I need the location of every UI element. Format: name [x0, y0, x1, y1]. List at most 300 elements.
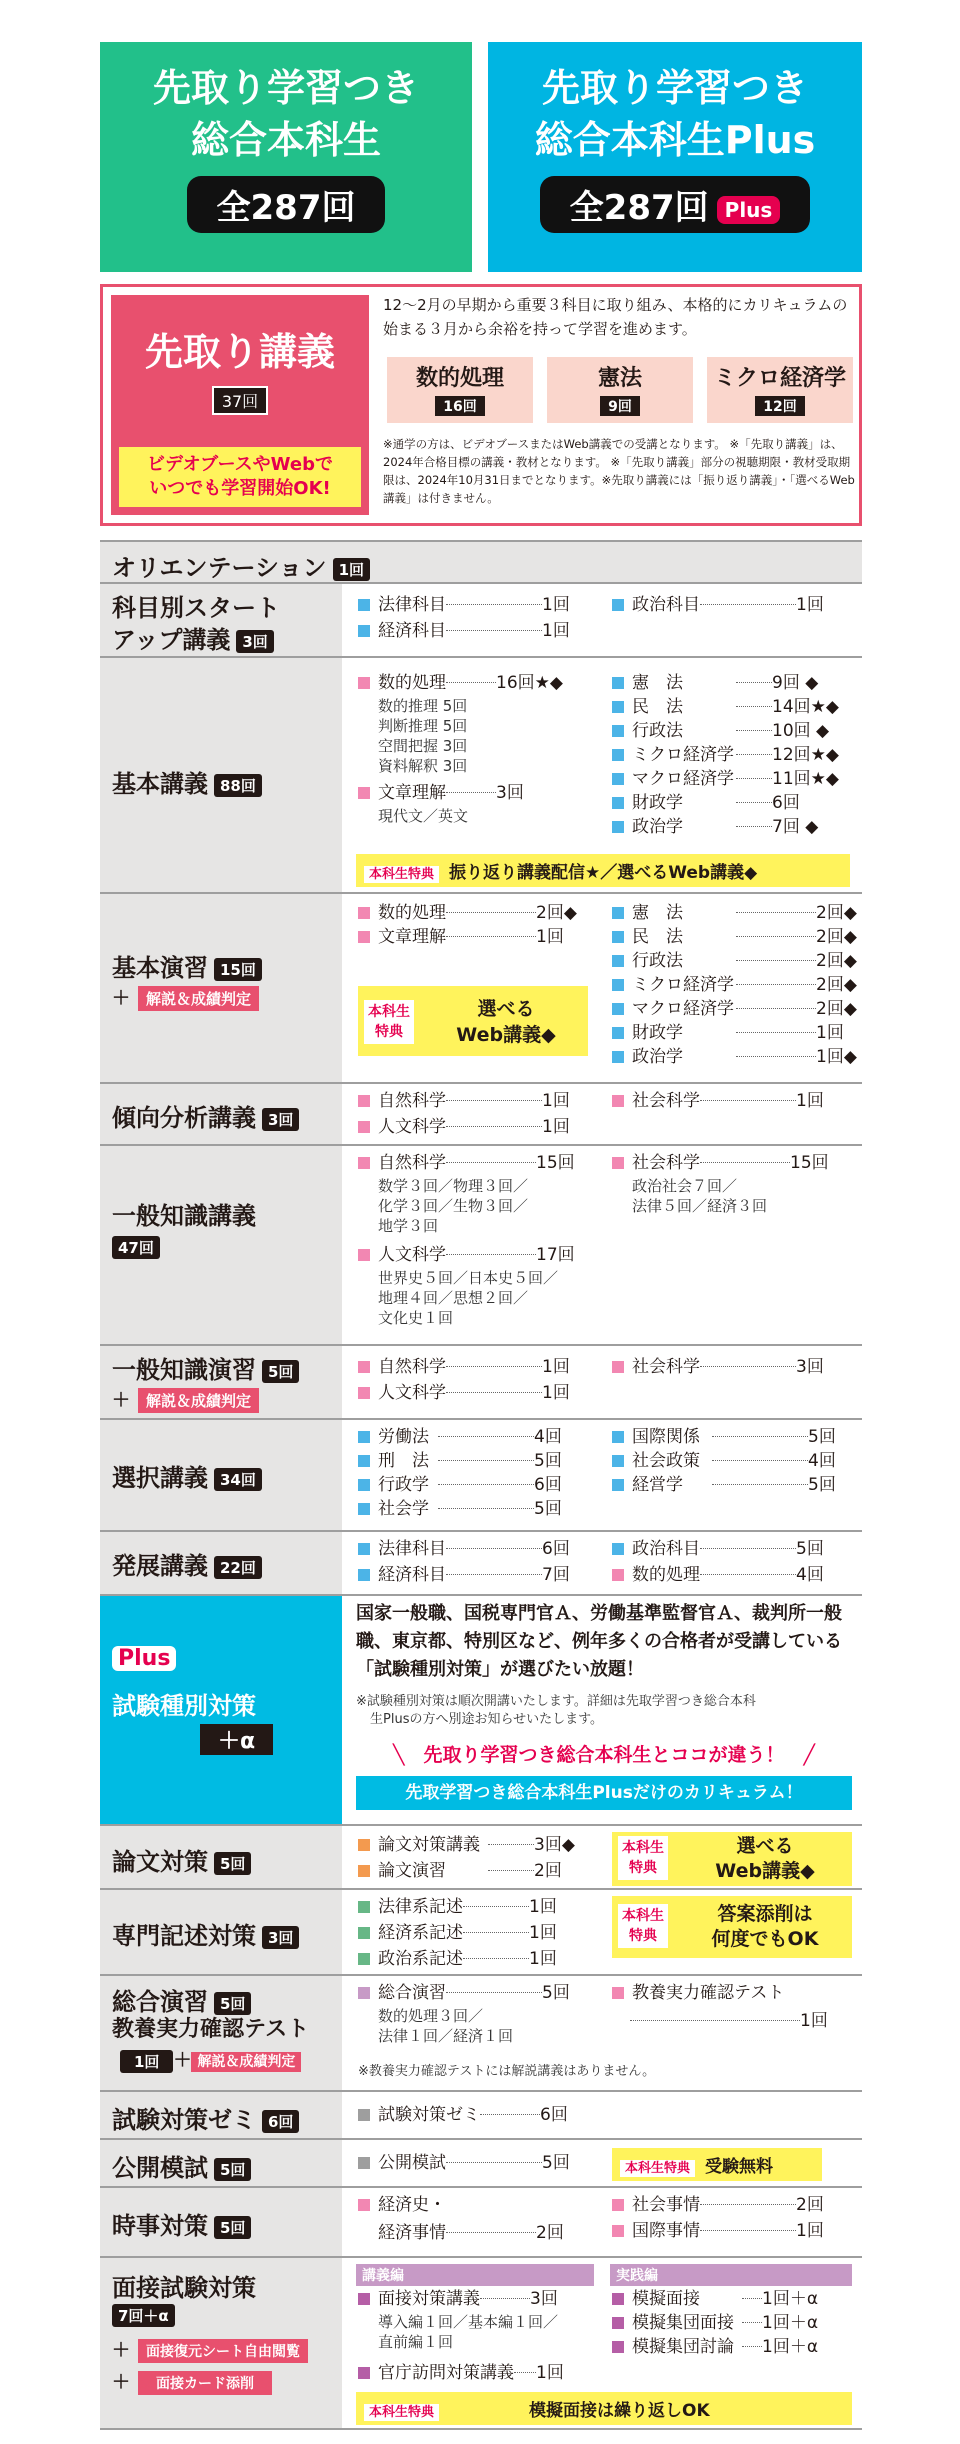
list-item: [358, 2104, 568, 2126]
leader-dots: [446, 1126, 542, 1127]
list-item: [612, 998, 857, 1020]
list-item: [612, 2312, 818, 2334]
square-icon: [612, 2225, 624, 2237]
list-item: [612, 594, 824, 616]
subject-count: 16回: [435, 396, 484, 416]
leader-dots: [446, 1366, 542, 1367]
list-item: [612, 792, 800, 814]
row-label-cell: [100, 1532, 342, 1594]
row-label-cell: [100, 1826, 342, 1888]
square-icon: [358, 1569, 370, 1581]
label-text: 公開模試: [112, 2154, 208, 2182]
item-name: 数的処理: [378, 903, 446, 923]
sub-text: 現代文／英文: [378, 807, 469, 825]
leader-dots: [488, 1844, 534, 1845]
tag-line: 特典: [629, 1928, 657, 1944]
label-text: 一般知識講義: [112, 1202, 256, 1230]
square-icon: [612, 1361, 624, 1373]
label-text: 面接試験対策: [112, 2274, 256, 2302]
leader-dots: [736, 1008, 816, 1009]
item-name: 社会事情: [632, 2195, 700, 2215]
item-count: 5回: [542, 2153, 570, 2173]
item-name: 法律科目: [378, 1539, 446, 1559]
leader-dots: [480, 2114, 540, 2115]
item-count: 1回: [536, 927, 564, 947]
row-label-cell: [100, 2140, 342, 2186]
label-text: 試験対策ゼミ: [112, 2106, 256, 2134]
count-badge: 5回: [214, 2216, 251, 2239]
tag-line: 本科生: [368, 1004, 410, 1020]
item-count: 12回★◆: [772, 745, 839, 765]
square-icon: [358, 1543, 370, 1555]
special-benefit-bar: [356, 854, 850, 887]
count-badge: ＋α: [200, 1724, 273, 1755]
list-item: [612, 1426, 836, 1448]
item-name: マクロ経済学: [632, 769, 734, 789]
benefit-text: [682, 1902, 848, 1952]
item-count: 2回◆: [816, 999, 857, 1019]
sougou-note: ※教養実力確認テストには解説講義はありません。: [358, 2064, 656, 2079]
item-name: 経営学: [632, 1475, 683, 1495]
difference-heading: ╲ 先取り学習つき総合本科生とココが違う！ ╱: [393, 1744, 815, 1766]
list-item: [612, 2194, 824, 2216]
square-icon: [358, 1901, 370, 1913]
item-count: 1回: [529, 1923, 557, 1943]
subject-suteki: [387, 357, 533, 423]
list-item: [612, 1474, 836, 1496]
leader-dots: [736, 682, 772, 683]
item-name: マクロ経済学: [632, 999, 734, 1019]
leader-dots: [446, 1548, 542, 1549]
label-text: 時事対策: [112, 2212, 208, 2240]
row-hatten: [100, 1530, 862, 1594]
list-item: [612, 720, 829, 742]
label-text: 専門記述対策: [112, 1922, 256, 1950]
benefit-text: 振り返り講義配信★／選べるWeb講義◆: [449, 863, 758, 883]
row-mensetsu: [100, 2256, 862, 2430]
item-count: 1回＋α: [762, 2289, 819, 2309]
benefit-tag: [618, 1836, 668, 1880]
label-text: 試験種別対策: [112, 1692, 256, 1720]
sub-text: 数的推理 5回: [378, 697, 468, 715]
tag-line: 特典: [629, 1860, 657, 1876]
list-item: [612, 1564, 824, 1586]
square-icon: [358, 1095, 370, 1107]
list-item: [612, 1450, 836, 1472]
leader-dots: [712, 1484, 808, 1485]
header-line2: 総合本科生: [190, 118, 381, 162]
row-label-cell: [100, 1420, 342, 1530]
square-icon: [612, 797, 624, 809]
leader-dots: [736, 1032, 816, 1033]
shiken-note2: 生Plusの方へ別途お知らせいたします。: [370, 1712, 604, 1727]
list-item: [612, 1152, 829, 1174]
square-icon: [358, 931, 370, 943]
subject-name: ミクロ経済学: [713, 366, 846, 391]
item-name: 教養実力確認テスト: [632, 1983, 785, 2003]
item-count: 1回＋α: [762, 2337, 819, 2357]
list-item: [612, 1538, 824, 1560]
leader-dots: [446, 792, 496, 793]
item-count: 3回◆: [534, 1835, 575, 1855]
leader-dots: [700, 1366, 796, 1367]
item-name: 憲 法: [632, 673, 683, 693]
leader-dots: [446, 630, 542, 631]
list-item: [358, 1450, 562, 1472]
count-badge: 47回: [112, 1236, 160, 1259]
item-name: 行政法: [632, 721, 683, 741]
square-icon: [358, 2157, 370, 2169]
label-text: オリエンテーション: [112, 554, 327, 582]
square-icon: [358, 2367, 370, 2379]
leader-dots: [736, 754, 772, 755]
benefit-box: [358, 986, 588, 1056]
square-icon: [358, 1157, 370, 1169]
row-label-cell: [100, 1084, 342, 1144]
item-name: 総合演習: [378, 1983, 446, 2003]
item-count: 1回: [800, 2011, 828, 2031]
subject-name: 数的処理: [415, 366, 504, 391]
senkori-yellow-note: [119, 447, 361, 507]
senkori-title: 先取り講義: [144, 330, 335, 374]
square-icon: [358, 1479, 370, 1491]
benefit-box: [612, 1832, 852, 1886]
plan-header-plus: [488, 42, 862, 272]
row-keikou: [100, 1082, 862, 1144]
square-icon: [612, 677, 624, 689]
item-name: 模擬面接: [632, 2289, 700, 2309]
leader-dots: [446, 936, 536, 937]
item-name: 財政学: [632, 793, 683, 813]
square-icon: [358, 599, 370, 611]
square-icon: [612, 1003, 624, 1015]
item-count: 2回: [796, 2195, 824, 2215]
list-item: [358, 1982, 570, 2004]
senkori-count: 37回: [212, 386, 268, 415]
leader-dots: [446, 2162, 542, 2163]
row-label-cell: [100, 2258, 342, 2428]
sub-text: 化学３回／生物３回／: [378, 1197, 529, 1215]
list-item: [612, 1090, 824, 1112]
list-item: [612, 672, 818, 694]
label-text: 傾向分析講義: [112, 1104, 256, 1132]
label-count: [112, 1236, 160, 1259]
item-count: 2回: [536, 2223, 564, 2243]
leader-dots: [438, 1460, 534, 1461]
item-count: 4回: [796, 1565, 824, 1585]
count-badge: 3回: [236, 630, 273, 653]
text-line: Web講義◆: [715, 1860, 815, 1882]
item-name: 法律系記述: [378, 1897, 463, 1917]
benefit-text: [682, 1834, 848, 1884]
square-icon: [612, 979, 624, 991]
leader-dots: [446, 1254, 536, 1255]
square-icon: [612, 701, 624, 713]
list-item: [358, 1834, 575, 1856]
leader-dots: [736, 984, 816, 985]
row-koukai: [100, 2138, 862, 2186]
list-item: [612, 974, 857, 996]
item-name: 社会科学: [632, 1357, 700, 1377]
row-sentaku: [100, 1418, 862, 1530]
row-jiji: [100, 2186, 862, 2256]
text-line: 答案添削は: [717, 1903, 813, 1925]
leader-dots: [446, 1100, 542, 1101]
row-label-cell: [100, 1146, 342, 1344]
row-orientation: [100, 540, 862, 582]
count-badge: 22回: [214, 1556, 262, 1579]
list-item: [612, 1022, 844, 1044]
sub-text: 世界史５回／日本史５回／: [378, 1269, 559, 1287]
leader-dots: [736, 706, 772, 707]
count-badge: 3回: [262, 1926, 299, 1949]
item-count: 5回: [796, 1539, 824, 1559]
count-badge: 1回: [120, 2050, 173, 2073]
square-icon: [358, 1121, 370, 1133]
plus-item: ＋ 解説＆成績判定: [112, 1386, 259, 1413]
item-count: 6回: [534, 1475, 562, 1495]
list-item: [612, 2220, 824, 2242]
shiken-desc: 国家一般職、国税専門官Ａ、労働基準監督官Ａ、裁判所一般職、東京都、特別区など、例年多くの合格者が受講している「試験種別対策」が選びたい放題！: [356, 1603, 842, 1680]
label-line1: 科目別スタート: [112, 594, 280, 622]
item-count: 7回: [542, 1565, 570, 1585]
item-count: 4回: [534, 1427, 562, 1447]
leader-dots: [446, 682, 496, 683]
square-icon: [612, 1157, 624, 1169]
plus-item: ＋ 面接カード添削: [112, 2368, 272, 2395]
plus-label: 面接復元シート自由閲覧: [138, 2339, 308, 2363]
item-count: 1回: [536, 2363, 564, 2383]
item-name: 民 法: [632, 927, 683, 947]
header-line1: 先取り学習つき: [152, 66, 419, 110]
item-name: 自然科学: [378, 1153, 446, 1173]
list-item: [378, 2222, 564, 2244]
list-item: [358, 1356, 570, 1378]
list-item: [358, 2362, 564, 2384]
list-item: [612, 816, 818, 838]
item-count: 1回: [816, 1023, 844, 1043]
leader-dots: [736, 826, 772, 827]
row-ippan: [100, 1144, 862, 1344]
plus-badge: Plus: [717, 196, 781, 224]
text-line: 選べる: [477, 998, 535, 1020]
item-count: 1回: [542, 621, 570, 641]
item-name: 経済科目: [378, 1565, 446, 1585]
sub-text: 導入編１回／基本編１回／: [378, 2313, 559, 2331]
item-name: 公開模試: [378, 2153, 446, 2173]
leader-dots: [700, 2230, 796, 2231]
list-item: [358, 926, 564, 948]
item-name: 国際事情: [632, 2221, 700, 2241]
item-count: 6回: [540, 2105, 568, 2125]
lecture-header: 講義編: [356, 2264, 594, 2286]
benefit-tag: 本科生特典: [620, 2160, 695, 2177]
item-name: 数的処理: [632, 1565, 700, 1585]
label-line: [112, 2100, 299, 2135]
item-count: 5回: [534, 1499, 562, 1519]
leader-dots: [736, 936, 816, 937]
sub-text: 数的処理３回／: [378, 2007, 484, 2025]
item-name: 社会科学: [632, 1091, 700, 1111]
item-name: 文章理解: [378, 927, 446, 947]
label-line: [112, 2206, 251, 2241]
count-badge: 88回: [214, 774, 262, 797]
item-count: 1回: [542, 1383, 570, 1403]
square-icon: [358, 677, 370, 689]
item-count: 9回 ◆: [772, 673, 819, 693]
list-item: [612, 1982, 784, 2004]
item-count: 4回: [808, 1451, 836, 1471]
label-line: [112, 1350, 299, 1385]
item-name: 政治系記述: [378, 1949, 463, 1969]
list-item: [612, 744, 839, 766]
square-icon: [612, 1431, 624, 1443]
label-text: 選択講義: [112, 1464, 208, 1492]
item-count: 3回: [496, 783, 524, 803]
list-item: [358, 1116, 570, 1138]
square-icon: [612, 2341, 624, 2353]
item-count: 1回: [529, 1949, 557, 1969]
item-name: 社会政策: [632, 1451, 700, 1471]
label-text: アップ講義: [112, 626, 231, 654]
item-count: 15回: [536, 1153, 575, 1173]
row-label: [112, 548, 370, 583]
square-icon: [612, 2293, 624, 2305]
item-name: 法律科目: [378, 595, 446, 615]
plus-item: ＋ 面接復元シート自由閲覧: [112, 2336, 308, 2363]
item-name: 面接対策講義: [378, 2289, 480, 2309]
label-line: [112, 948, 262, 983]
tag-line: 本科生: [622, 1908, 664, 1924]
count-badge: 34回: [214, 1468, 262, 1491]
list-item: [612, 926, 857, 948]
tag-line: 特典: [375, 1024, 403, 1040]
item-name: 政治科目: [632, 1539, 700, 1559]
square-icon: [612, 773, 624, 785]
leader-dots: [488, 1870, 534, 1871]
item-name: 行政法: [632, 951, 683, 971]
sub-text: 地学３回: [378, 1217, 439, 1235]
list-item: [612, 2288, 818, 2310]
list-item: [358, 672, 563, 694]
item-name: 論文対策講義: [378, 1835, 480, 1855]
leader-dots: [700, 1574, 796, 1575]
square-icon: [358, 1387, 370, 1399]
sub-text: 地理４回／思想２回／: [378, 1289, 529, 1307]
plus-label: 解説＆成績判定: [138, 986, 259, 1011]
item-name: 自然科学: [378, 1357, 446, 1377]
count-badge: 6回: [262, 2110, 299, 2133]
item-name: 人文科学: [378, 1383, 446, 1403]
item-name: 行政学: [378, 1475, 429, 1495]
item-name: 財政学: [632, 1023, 683, 1043]
benefit-text: 模擬面接は繰り返しOK: [529, 2401, 710, 2421]
list-item: [358, 2152, 570, 2174]
label-line: [112, 1458, 262, 1493]
practice-header: 実践編: [610, 2264, 852, 2286]
list-item: [358, 1244, 575, 1266]
sub-text: 直前編１回: [378, 2333, 454, 2351]
item-name: 刑 法: [378, 1451, 429, 1471]
item-name: 人文科学: [378, 1117, 446, 1137]
item-count: 16回★◆: [496, 673, 563, 693]
text-line: 何度でもOK: [711, 1928, 819, 1950]
leader-dots: [742, 2322, 762, 2323]
leader-dots: [446, 1992, 542, 1993]
item-name: 憲 法: [632, 903, 683, 923]
square-icon: [612, 2317, 624, 2329]
label-text: 発展講義: [112, 1552, 208, 1580]
benefit-text: [428, 996, 584, 1048]
square-icon: [612, 1987, 624, 1999]
square-icon: [612, 907, 624, 919]
item-count: 1回◆: [816, 1047, 857, 1067]
item-name: 経済科目: [378, 621, 446, 641]
leader-dots: [480, 2298, 530, 2299]
square-icon: [612, 749, 624, 761]
item-count: 2回◆: [816, 903, 857, 923]
subject-micro: [707, 357, 853, 423]
row-label-cell: [100, 1596, 342, 1824]
leader-dots: [742, 2298, 762, 2299]
shiken-note1: ※試験種別対策は順次開講いたします。詳細は先取学習つき総合本科: [356, 1694, 756, 1709]
row-ippan-ensyu: [100, 1344, 862, 1418]
label-text: 論文対策: [112, 1848, 208, 1876]
item-name: 模擬集団面接: [632, 2313, 734, 2333]
list-item: [612, 1046, 857, 1068]
benefit-tag: 本科生特典: [364, 2404, 439, 2421]
subject-name: 憲法: [597, 366, 642, 391]
plan-header-honka: [100, 42, 472, 272]
item-count: 5回: [542, 1983, 570, 2003]
item-count: 2回◆: [816, 927, 857, 947]
leader-dots: [736, 802, 772, 803]
item-name: 国際関係: [632, 1427, 700, 1447]
list-item: [358, 594, 570, 616]
header-line2: 総合本科生Plus: [534, 118, 816, 162]
row-label-cell: [100, 894, 342, 1082]
leader-dots: [463, 1958, 529, 1959]
special-benefit-bar: [612, 2148, 822, 2181]
plus-label: 解説＆成績判定: [138, 1388, 259, 1413]
label-count: [112, 2304, 175, 2327]
square-icon: [612, 2199, 624, 2211]
label-line: [112, 1546, 262, 1581]
square-icon: [358, 1865, 370, 1877]
count-badge: 5回: [214, 1992, 251, 2015]
leader-dots: [712, 1436, 808, 1437]
header-count: [540, 176, 811, 233]
leader-dots: [736, 778, 772, 779]
square-icon: [612, 821, 624, 833]
count-badge: 5回: [262, 1360, 299, 1383]
square-icon: [612, 1455, 624, 1467]
item-count: 14回★◆: [772, 697, 839, 717]
count-badge: 3回: [262, 1108, 299, 1131]
row-sougou: [100, 1974, 862, 2090]
list-item: [612, 902, 857, 924]
row-kamoku: [100, 582, 862, 656]
list-item: [358, 1426, 562, 1448]
square-icon: [358, 1361, 370, 1373]
item-name: 模擬集団討論: [632, 2337, 734, 2357]
item-count: 2回◆: [816, 951, 857, 971]
leader-dots: [446, 1162, 536, 1163]
square-icon: [358, 1503, 370, 1515]
leader-dots: [736, 960, 816, 961]
leader-dots: [514, 2372, 536, 2373]
difference-text: 先取り学習つき総合本科生とココが違う！: [423, 1744, 785, 1766]
